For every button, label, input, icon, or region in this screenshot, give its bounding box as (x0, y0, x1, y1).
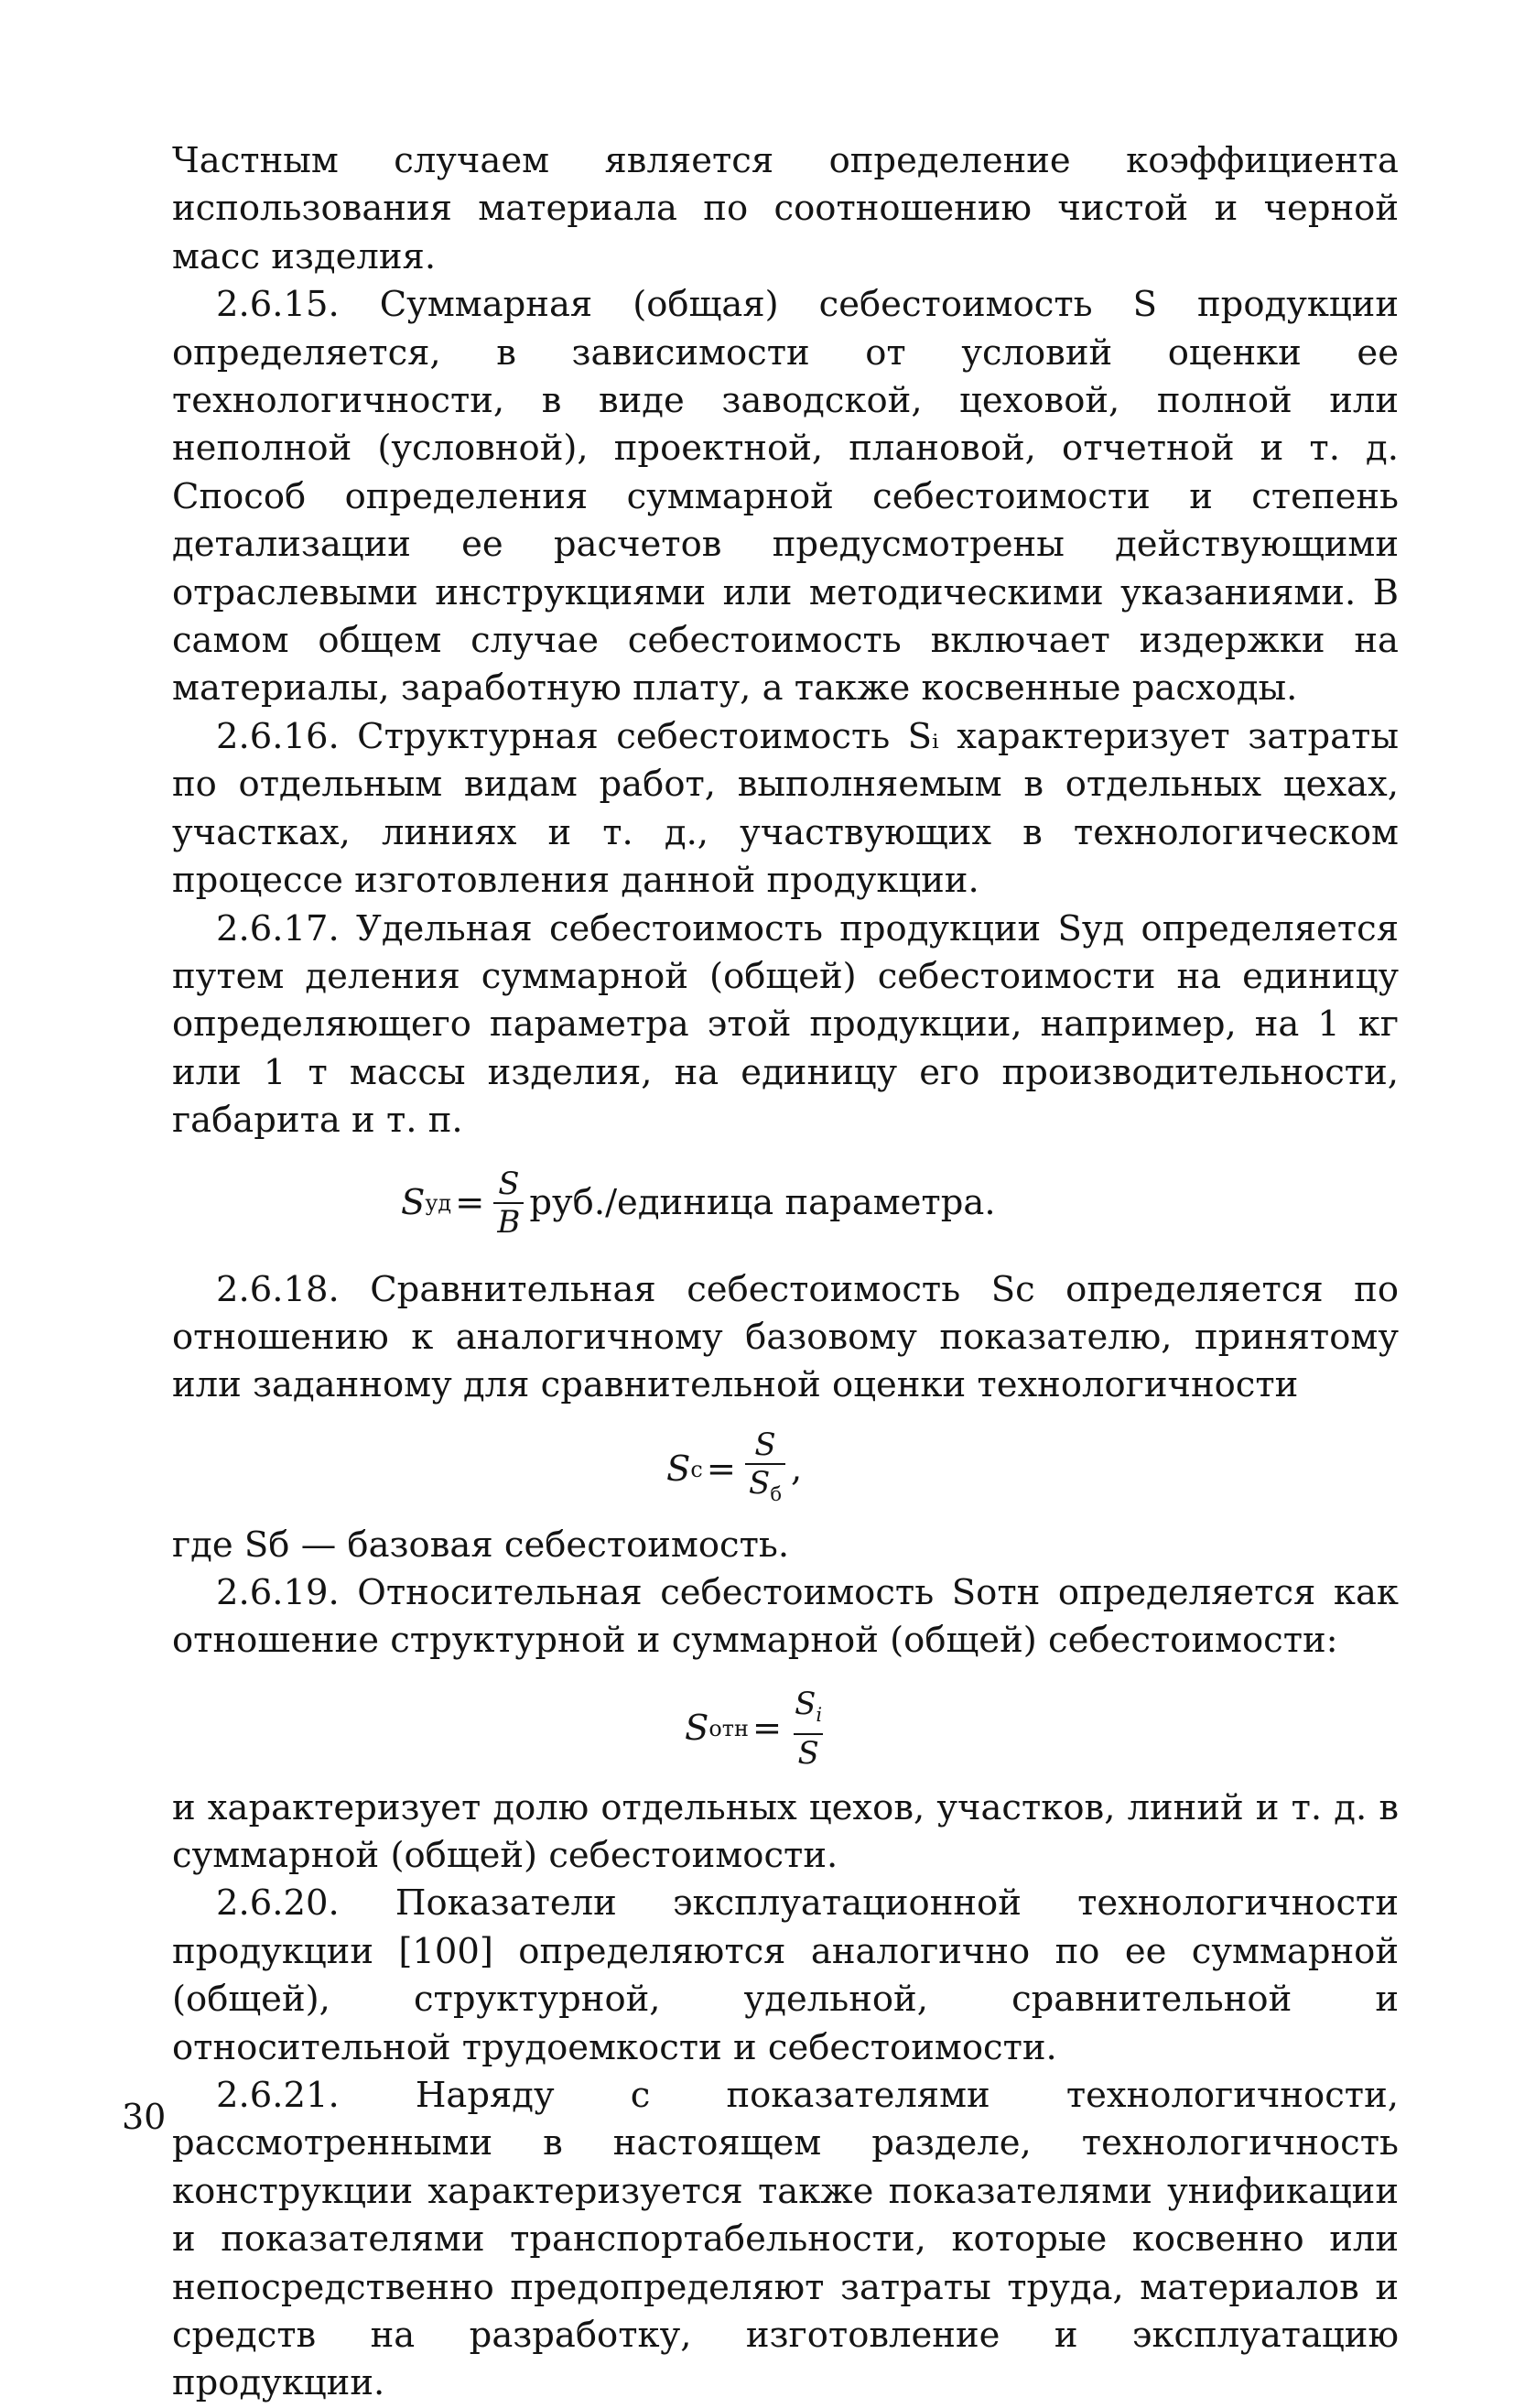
formula-fraction (745, 1426, 785, 1513)
formula-lhs: S (401, 1181, 426, 1223)
fraction-denominator (745, 1463, 785, 1513)
fraction-denominator: B (493, 1202, 524, 1241)
denominator-sub: б (770, 1481, 783, 1505)
formula-equals: = (752, 1707, 783, 1749)
formula-equals: = (455, 1181, 485, 1223)
paragraph-2-6-21: 2.6.21. Наряду с показателями технологичности, рассмотренными в настоящем разделе, технологичность конструкции характеризуется также показателями унификации и показателями транспортабельности, которые косвенно или непосредственно предопределяют затраты труда, материалов и средств на разработку, изготовление и эксплуатацию продукции. (172, 2075, 1399, 2404)
formula-lhs-sub: с (690, 1456, 703, 1482)
fraction-numerator: S (754, 1426, 776, 1463)
formula-relative-cost (685, 1686, 1399, 1772)
paragraph-2-6-19: 2.6.19. Относительная себестоимость Sотн определяется как отношение структурной и суммарной (общей) себестоимости: (172, 1571, 1399, 1662)
formula-tail: , (791, 1448, 803, 1490)
page-number: 30 (122, 2097, 167, 2137)
denominator-symbol: S (749, 1464, 771, 1502)
formula-fraction (493, 1166, 524, 1241)
formula-lhs-sub: отн (708, 1715, 749, 1741)
formula-specific-cost (401, 1166, 1399, 1241)
formula-lhs: S (666, 1448, 691, 1490)
fraction-numerator (791, 1686, 826, 1733)
formula-comparative-cost (666, 1426, 1399, 1513)
paragraph-2-6-18: 2.6.18. Сравнительная себестоимость Sс определяется по отношению к аналогичному базовому показателю, принятому или заданному для сравнительной оценки технологичности (172, 1268, 1399, 1406)
numerator-symbol: S (795, 1685, 816, 1722)
fraction-denominator: S (794, 1733, 822, 1772)
paragraph-2-6-20: 2.6.20. Показатели эксплуатационной технологичности продукции [100] определяются аналогично по ее суммарной (общей), структурной, удельной, сравнительной и относительной трудоемкости и себестоимости. (172, 1882, 1399, 2068)
formula-lhs-sub: уд (425, 1189, 452, 1216)
formula-fraction (791, 1686, 826, 1772)
paragraph-2-6-16: 2.6.16. Структурная себестоимость Sᵢ характеризует затраты по отдельным видам работ, выполняемым в отдельных цехах, участках, линиях и т. д., участвующих в технологическом процессе изготовления данной продукции. (172, 715, 1399, 902)
formula-units: руб./единица параметра. (529, 1181, 996, 1223)
formula-lhs: S (685, 1707, 709, 1749)
paragraph-share: и характеризует долю отдельных цехов, участков, линий и т. д. в суммарной (общей) себестоимости. (172, 1786, 1399, 1876)
paragraph-base-cost: где Sб — базовая себестоимость. (172, 1524, 790, 1566)
page-body (172, 137, 1399, 2408)
paragraph-2-6-15: 2.6.15. Суммарная (общая) себестоимость S продукции определяется, в зависимости от условий оценки ее технологичности, в виде заводской, цеховой, полной или неполной (условной), проектной, плановой, отчетной и т. д. Способ определения суммарной себестоимости и степень детализации ее расчетов предусмотрены действующими отраслевыми инструкциями или методическими указаниями. В самом общем случае себестоимость включает издержки на материалы, заработную плату, а также косвенные расходы. (172, 284, 1399, 710)
formula-equals: = (706, 1448, 737, 1490)
paragraph-intro: Частным случаем является определение коэффициента использования материала по соотношению чистой и черной масс изделия. (172, 140, 1399, 277)
paragraph-2-6-17: 2.6.17. Удельная себестоимость продукции Sуд определяется путем деления суммарной (общей) себестоимости на единицу определяющего параметра этой продукции, например, на 1 кг или 1 т массы изделия, на единицу его производительности, габарита и т. п. (172, 907, 1399, 1142)
fraction-numerator: S (498, 1165, 520, 1202)
numerator-sub: i (816, 1702, 823, 1726)
